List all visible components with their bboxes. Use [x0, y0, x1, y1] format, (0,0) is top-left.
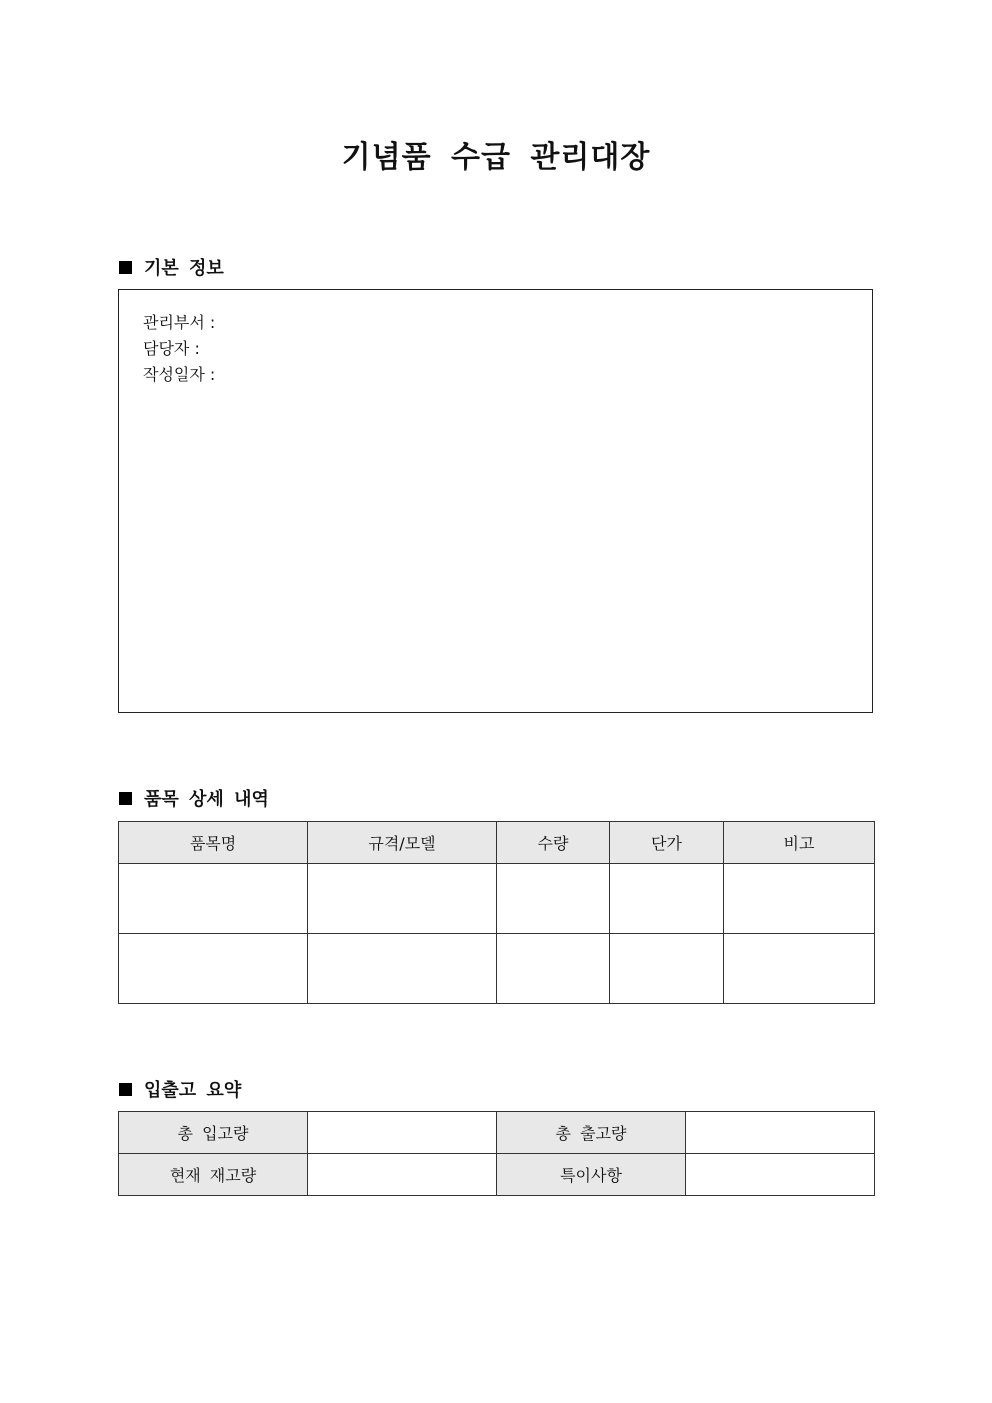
manager-field[interactable]: 담당자 :: [143, 339, 200, 358]
spec-model-cell[interactable]: [308, 864, 497, 934]
table-row: [119, 934, 875, 1004]
unit-price-cell[interactable]: [610, 934, 724, 1004]
section-heading-basic-info: [119, 254, 224, 280]
date-field[interactable]: 작성일자 :: [143, 365, 216, 384]
spec-model-cell[interactable]: [308, 934, 497, 1004]
section-heading-label: 입출고 요약: [144, 1080, 242, 1101]
special-notes-label: 특이사항: [497, 1154, 686, 1196]
remarks-cell[interactable]: [724, 864, 875, 934]
item-name-cell[interactable]: [119, 934, 308, 1004]
column-header-quantity: 수량: [497, 822, 610, 864]
item-name-cell[interactable]: [119, 864, 308, 934]
section-heading-label: 품목 상세 내역: [144, 789, 269, 810]
basic-info-box: [118, 289, 873, 713]
section-heading-inout-summary: [119, 1076, 241, 1102]
table-row: [119, 1112, 875, 1154]
total-inbound-label: 총 입고량: [119, 1112, 308, 1154]
table-row: [119, 1154, 875, 1196]
inout-summary-table: [118, 1111, 875, 1196]
column-header-remarks: 비고: [724, 822, 875, 864]
square-bullet-icon: [119, 792, 132, 805]
section-heading-label: 기본 정보: [144, 258, 224, 279]
column-header-unit-price: 단가: [610, 822, 724, 864]
total-outbound-value[interactable]: [686, 1112, 875, 1154]
current-stock-label: 현재 재고량: [119, 1154, 308, 1196]
current-stock-value[interactable]: [308, 1154, 497, 1196]
total-outbound-label: 총 출고량: [497, 1112, 686, 1154]
table-row: [119, 864, 875, 934]
quantity-cell[interactable]: [497, 934, 610, 1004]
item-details-table: [118, 821, 875, 1004]
table-header-row: [119, 822, 875, 864]
document-title: 기념품 수급 관리대장: [341, 140, 651, 175]
unit-price-cell[interactable]: [610, 864, 724, 934]
column-header-item-name: 품목명: [119, 822, 308, 864]
section-heading-item-details: [119, 785, 269, 811]
square-bullet-icon: [119, 1083, 132, 1096]
total-inbound-value[interactable]: [308, 1112, 497, 1154]
column-header-spec-model: 규격/모델: [308, 822, 497, 864]
special-notes-value[interactable]: [686, 1154, 875, 1196]
department-field[interactable]: 관리부서 :: [143, 313, 216, 332]
remarks-cell[interactable]: [724, 934, 875, 1004]
square-bullet-icon: [119, 261, 132, 274]
quantity-cell[interactable]: [497, 864, 610, 934]
